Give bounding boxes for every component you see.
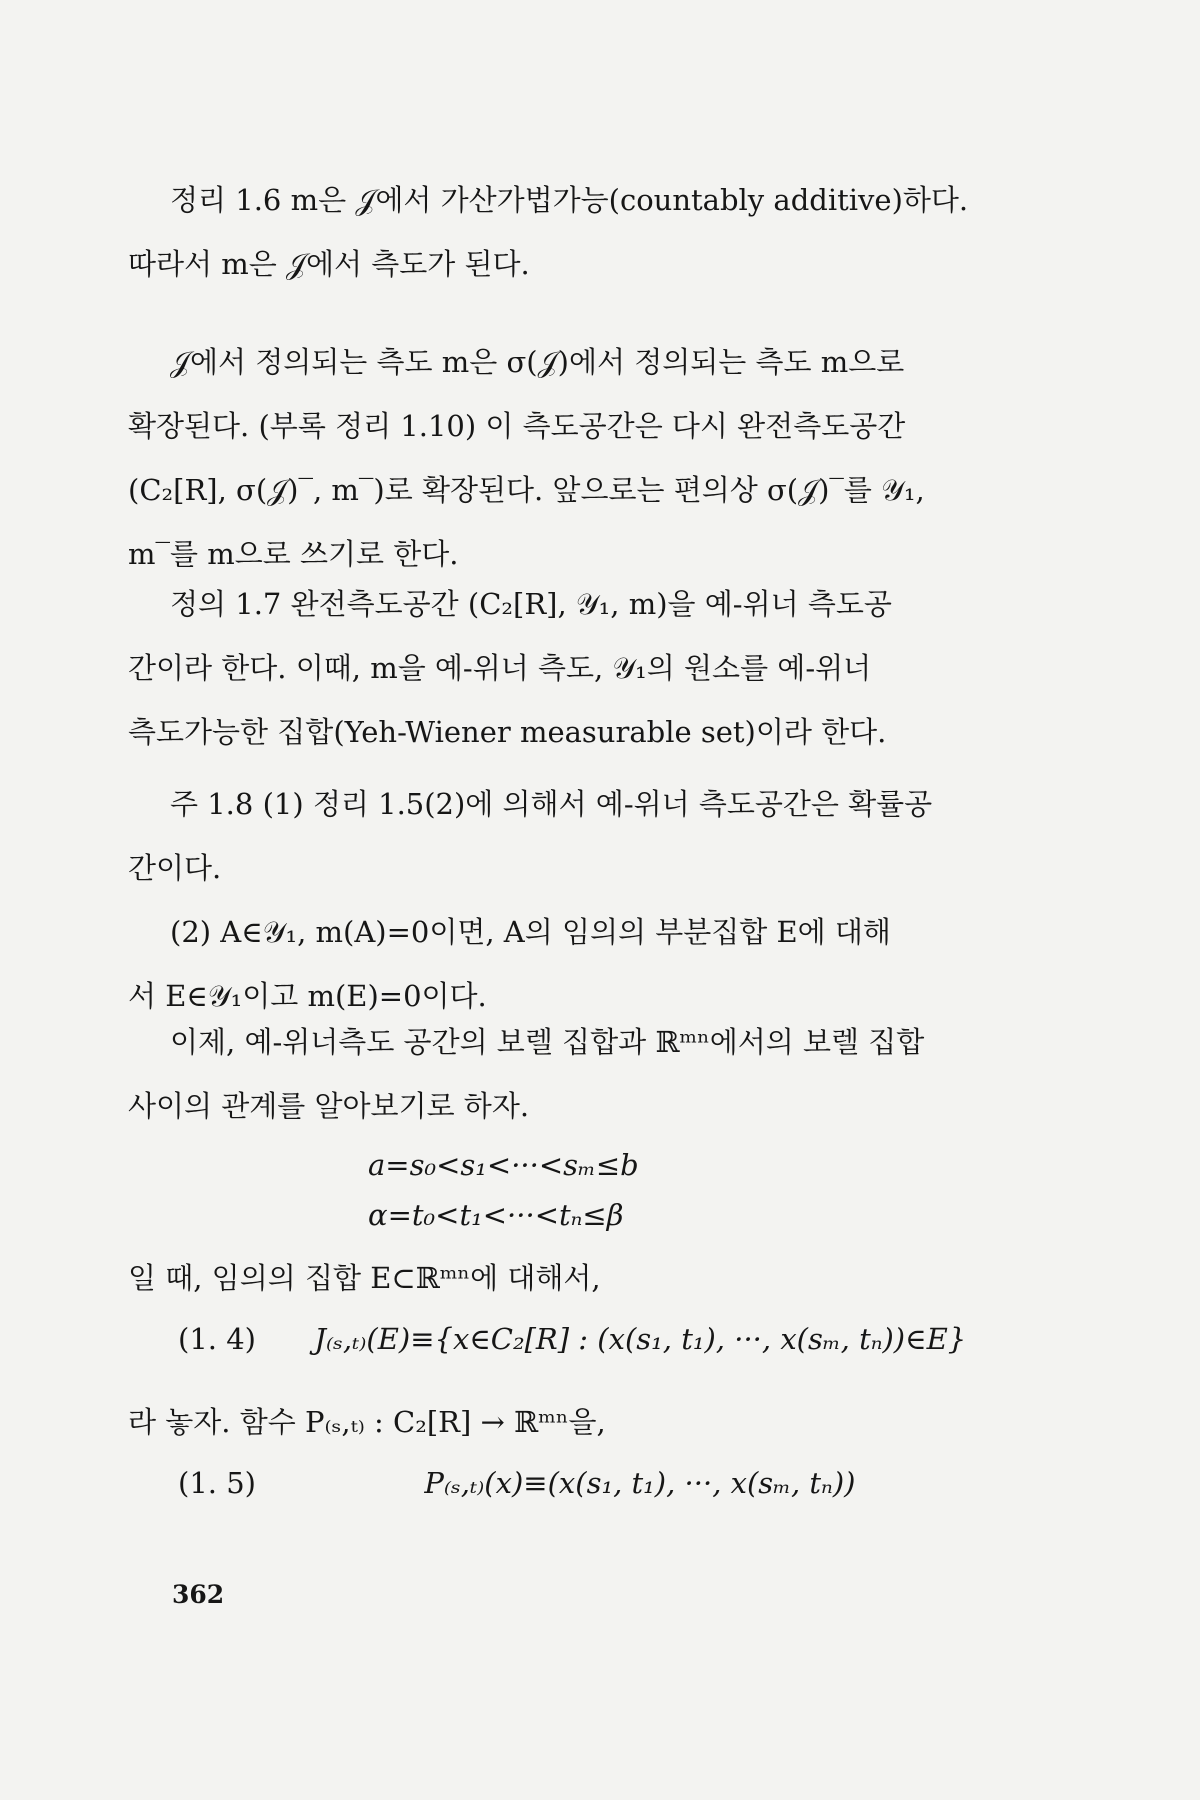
- text-line: 일 때, 임의의 집합 E⊂ℝᵐⁿ에 대해서,: [128, 1261, 601, 1295]
- theorem-1-6: [128, 168, 1028, 296]
- equation-1-5: [178, 1466, 855, 1500]
- text-line: m‾를 m으로 쓰기로 한다.: [128, 537, 459, 571]
- text-line: (C₂[R], σ(𝒥)‾, m‾)로 확장된다. 앞으로는 편의상 σ(𝒥)‾를 𝒴₁,: [128, 473, 925, 507]
- text-line: 사이의 관계를 알아보기로 하자.: [128, 1089, 530, 1123]
- extension-paragraph: [128, 330, 1028, 586]
- equation-body: J₍ₛ,ₜ₎(E)≡{x∈C₂[R] : (x(s₁, t₁), ···, x(sₘ, tₙ))∈E}: [314, 1322, 967, 1356]
- text-line: (2) A∈𝒴₁, m(A)=0이면, A의 임의의 부분집합 E에 대해: [170, 915, 891, 949]
- definition-1-7: [128, 572, 1028, 764]
- text-line: 간이다.: [128, 851, 222, 885]
- equation-1-4: [178, 1322, 966, 1356]
- partition-s: a=s₀<s₁<···<sₘ≤b: [368, 1148, 639, 1182]
- text-line: 이제, 예-위너측도 공간의 보렐 집합과 ℝᵐⁿ에서의 보렐 집합: [170, 1025, 925, 1059]
- text-line: 𝒥에서 정의되는 측도 m은 σ(𝒥)에서 정의되는 측도 m으로: [170, 345, 905, 379]
- page-number: 362: [172, 1580, 225, 1609]
- text-line: 측도가능한 집합(Yeh-Wiener measurable set)이라 한다.: [128, 715, 887, 749]
- text-line: 따라서 m은 𝒥에서 측도가 된다.: [128, 247, 530, 281]
- text-line: 라 놓자. 함수 P₍ₛ,ₜ₎ : C₂[R] → ℝᵐⁿ을,: [128, 1405, 606, 1439]
- text-line: 주 1.8 (1) 정리 1.5(2)에 의해서 예-위너 측도공간은 확률공: [170, 787, 933, 821]
- for-any-set: [128, 1246, 1028, 1310]
- function-intro: [128, 1390, 1028, 1454]
- equation-body: P₍ₛ,ₜ₎(x)≡(x(s₁, t₁), ···, x(sₘ, tₙ)): [424, 1466, 856, 1500]
- remark-1-8: [128, 772, 1028, 1028]
- text-line: 서 E∈𝒴₁이고 m(E)=0이다.: [128, 979, 487, 1013]
- text-line: 정리 1.6 m은 𝒥에서 가산가법가능(countably additive)하다.: [170, 183, 969, 217]
- borel-intro: [128, 1010, 1028, 1138]
- partition-t: α=t₀<t₁<···<tₙ≤β: [368, 1198, 624, 1232]
- equation-label: (1. 4): [178, 1322, 256, 1356]
- text-line: 정의 1.7 완전측도공간 (C₂[R], 𝒴₁, m)을 예-위너 측도공: [170, 587, 892, 621]
- text-line: 간이라 한다. 이때, m을 예-위너 측도, 𝒴₁의 원소를 예-위너: [128, 651, 872, 685]
- text-line: 확장된다. (부록 정리 1.10) 이 측도공간은 다시 완전측도공간: [128, 409, 906, 443]
- equation-label: (1. 5): [178, 1466, 256, 1500]
